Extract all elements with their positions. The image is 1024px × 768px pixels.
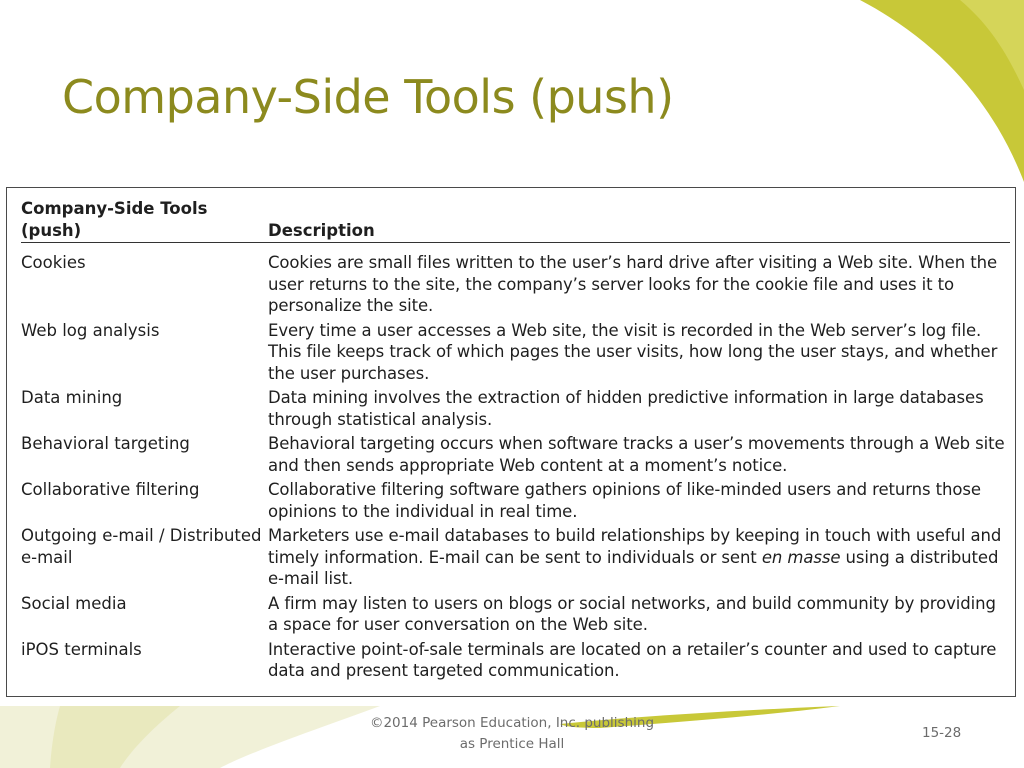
tool-description: Interactive point-of-sale terminals are located on a retailer’s counter and used to capture data and present targeted communication.: [268, 639, 997, 680]
table-row: [21, 593, 1010, 639]
table-row: [21, 387, 1010, 433]
table-row: [21, 433, 1010, 479]
tool-name: Collaborative filtering: [21, 480, 200, 499]
table-row: [21, 479, 1010, 525]
tool-description: Cookies are small files written to the user’s hard drive after visiting a Web site. When the user returns to the site, the company’s server looks for the cookie file and uses it to personalize the site.: [268, 253, 997, 315]
slide-title: Company-Side Tools (push): [62, 70, 674, 124]
table-row: [21, 320, 1010, 388]
slide-number: 15-28: [922, 725, 962, 741]
tool-description-text: Marketers use e-mail databases to build relationships by keeping in touch with useful and timely information. E-mail can be sent to individuals or sent: [268, 526, 1002, 567]
tool-name: iPOS terminals: [21, 639, 142, 659]
tool-description: Collaborative filtering software gathers opinions of like-minded users and returns those opinions to the individual in real time.: [268, 480, 981, 521]
tool-name: Web log analysis: [21, 320, 160, 340]
tool-name: Behavioral targeting: [21, 434, 190, 453]
tool-name: Outgoing e-mail / Distributed e-mail: [21, 526, 262, 567]
tool-description-emphasis: en masse: [761, 547, 841, 567]
tool-name: Cookies: [21, 253, 86, 272]
tool-name: Data mining: [21, 388, 123, 407]
column-header-description: Description: [268, 198, 1010, 243]
table-header-row: [21, 198, 1010, 243]
copyright-line-1: ©2014 Pearson Education, Inc. publishing: [369, 715, 655, 731]
tools-table-frame: [6, 187, 1016, 697]
copyright-notice: [362, 713, 662, 755]
tool-name: Social media: [21, 593, 127, 613]
tool-description-text: using a distributed e-mail list.: [268, 547, 999, 588]
table-row: [21, 525, 1010, 593]
tool-description: Behavioral targeting occurs when software tracks a user’s movements through a Web site and then sends appropriate Web content at a moment’s notice.: [268, 434, 1005, 475]
tools-table: [21, 198, 1010, 685]
table-row: [21, 639, 1010, 685]
table-row: [21, 243, 1010, 320]
column-header-tool: Company-Side Tools (push): [21, 198, 268, 243]
tool-description: Every time a user accesses a Web site, the visit is recorded in the Web server’s log file. This file keeps track of which pages the user visits, how long the user stays, and whether the user purchases.: [268, 320, 998, 383]
copyright-line-2: as Prentice Hall: [459, 736, 565, 752]
tool-description: Data mining involves the extraction of hidden predictive information in large databases through statistical analysis.: [268, 388, 984, 429]
tool-description: [268, 525, 1010, 593]
tool-description: A firm may listen to users on blogs or social networks, and build community by providing a space for user conversation on the Web site.: [268, 593, 996, 634]
